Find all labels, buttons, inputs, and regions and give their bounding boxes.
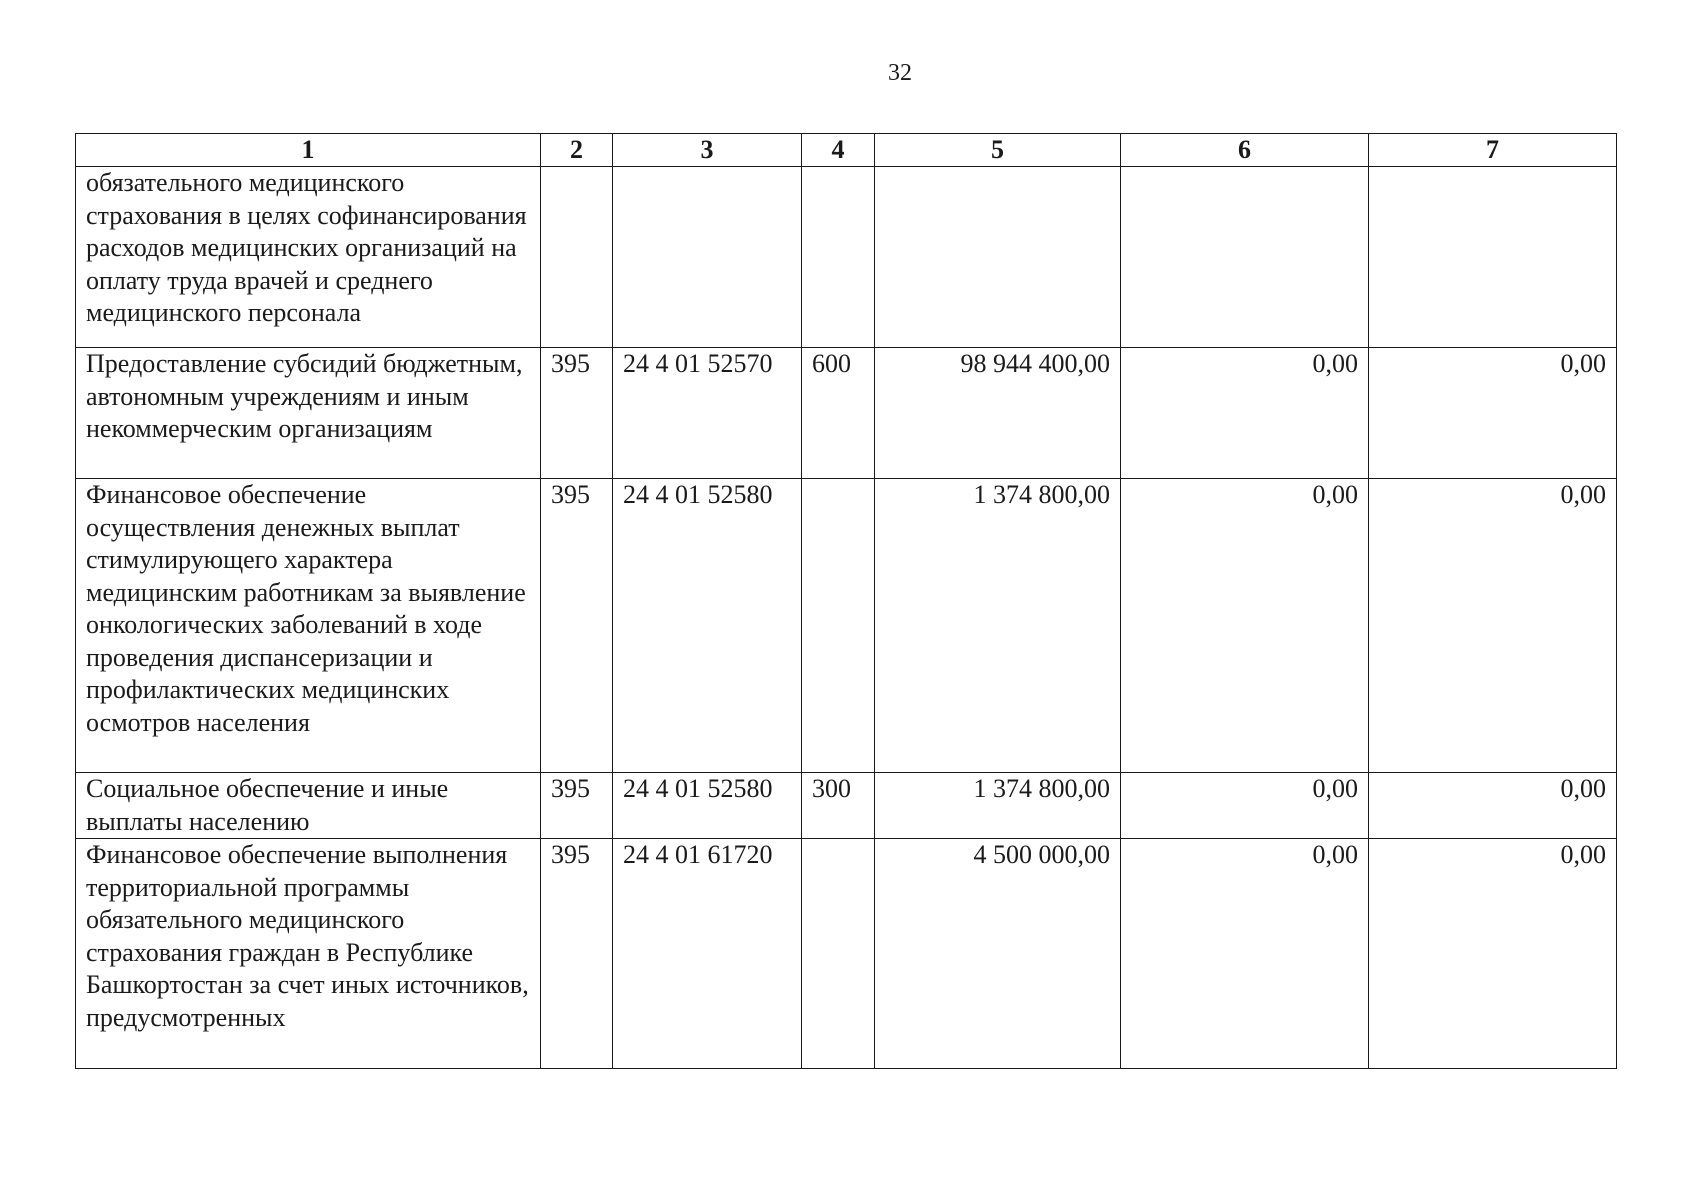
row-name-cell: обязательного медицинского страхования в целях софинансирования расходов медицинских организаций на оплату труда врачей и среднего медицинского персонала bbox=[76, 167, 541, 348]
column-header-7: 7 bbox=[1369, 134, 1617, 167]
vr-cell bbox=[802, 479, 875, 773]
table-row bbox=[76, 773, 1617, 839]
csr-cell: 24 4 01 52570 bbox=[613, 348, 802, 479]
column-header-1: 1 bbox=[76, 134, 541, 167]
column-header-2: 2 bbox=[541, 134, 613, 167]
sum-year2-cell: 0,00 bbox=[1121, 839, 1369, 1069]
row-name-cell: Предоставление субсидий бюджетным, автономным учреждениям и иным некоммерческим организациям bbox=[76, 348, 541, 479]
csr-cell: 24 4 01 52580 bbox=[613, 479, 802, 773]
table-row bbox=[76, 839, 1617, 1069]
sum-year1-cell bbox=[875, 167, 1121, 348]
vr-cell: 600 bbox=[802, 348, 875, 479]
csr-cell: 24 4 01 61720 bbox=[613, 839, 802, 1069]
ved-cell bbox=[541, 167, 613, 348]
csr-cell bbox=[613, 167, 802, 348]
ved-cell: 395 bbox=[541, 773, 613, 839]
column-header-4: 4 bbox=[802, 134, 875, 167]
column-header-3: 3 bbox=[613, 134, 802, 167]
vr-cell bbox=[802, 167, 875, 348]
ved-cell: 395 bbox=[541, 839, 613, 1069]
sum-year3-cell: 0,00 bbox=[1369, 479, 1617, 773]
sum-year2-cell: 0,00 bbox=[1121, 348, 1369, 479]
sum-year2-cell bbox=[1121, 167, 1369, 348]
column-header-6: 6 bbox=[1121, 134, 1369, 167]
page-number: 32 bbox=[888, 60, 912, 86]
sum-year1-cell: 4 500 000,00 bbox=[875, 839, 1121, 1069]
row-name-cell: Социальное обеспечение и иные выплаты населению bbox=[76, 773, 541, 839]
sum-year2-cell: 0,00 bbox=[1121, 773, 1369, 839]
row-name-cell: Финансовое обеспечение осуществления денежных выплат стимулирующего характера медицинским работникам за выявление онкологических заболеваний в ходе проведения диспансеризации и профилактических медицинских осмотров населения bbox=[76, 479, 541, 773]
csr-cell: 24 4 01 52580 bbox=[613, 773, 802, 839]
vr-cell: 300 bbox=[802, 773, 875, 839]
table-row bbox=[76, 167, 1617, 348]
sum-year3-cell bbox=[1369, 167, 1617, 348]
sum-year1-cell: 1 374 800,00 bbox=[875, 773, 1121, 839]
row-name-cell: Финансовое обеспечение выполнения территориальной программы обязательного медицинского страхования граждан в Республике Башкортостан за счет иных источников, предусмотренных bbox=[76, 839, 541, 1069]
ved-cell: 395 bbox=[541, 479, 613, 773]
sum-year3-cell: 0,00 bbox=[1369, 839, 1617, 1069]
sum-year3-cell: 0,00 bbox=[1369, 348, 1617, 479]
sum-year3-cell: 0,00 bbox=[1369, 773, 1617, 839]
sum-year1-cell: 98 944 400,00 bbox=[875, 348, 1121, 479]
ved-cell: 395 bbox=[541, 348, 613, 479]
table-row bbox=[76, 348, 1617, 479]
budget-table bbox=[75, 133, 1617, 1069]
sum-year1-cell: 1 374 800,00 bbox=[875, 479, 1121, 773]
sum-year2-cell: 0,00 bbox=[1121, 479, 1369, 773]
table-row bbox=[76, 479, 1617, 773]
column-header-5: 5 bbox=[875, 134, 1121, 167]
table-header-row bbox=[76, 134, 1617, 167]
vr-cell bbox=[802, 839, 875, 1069]
